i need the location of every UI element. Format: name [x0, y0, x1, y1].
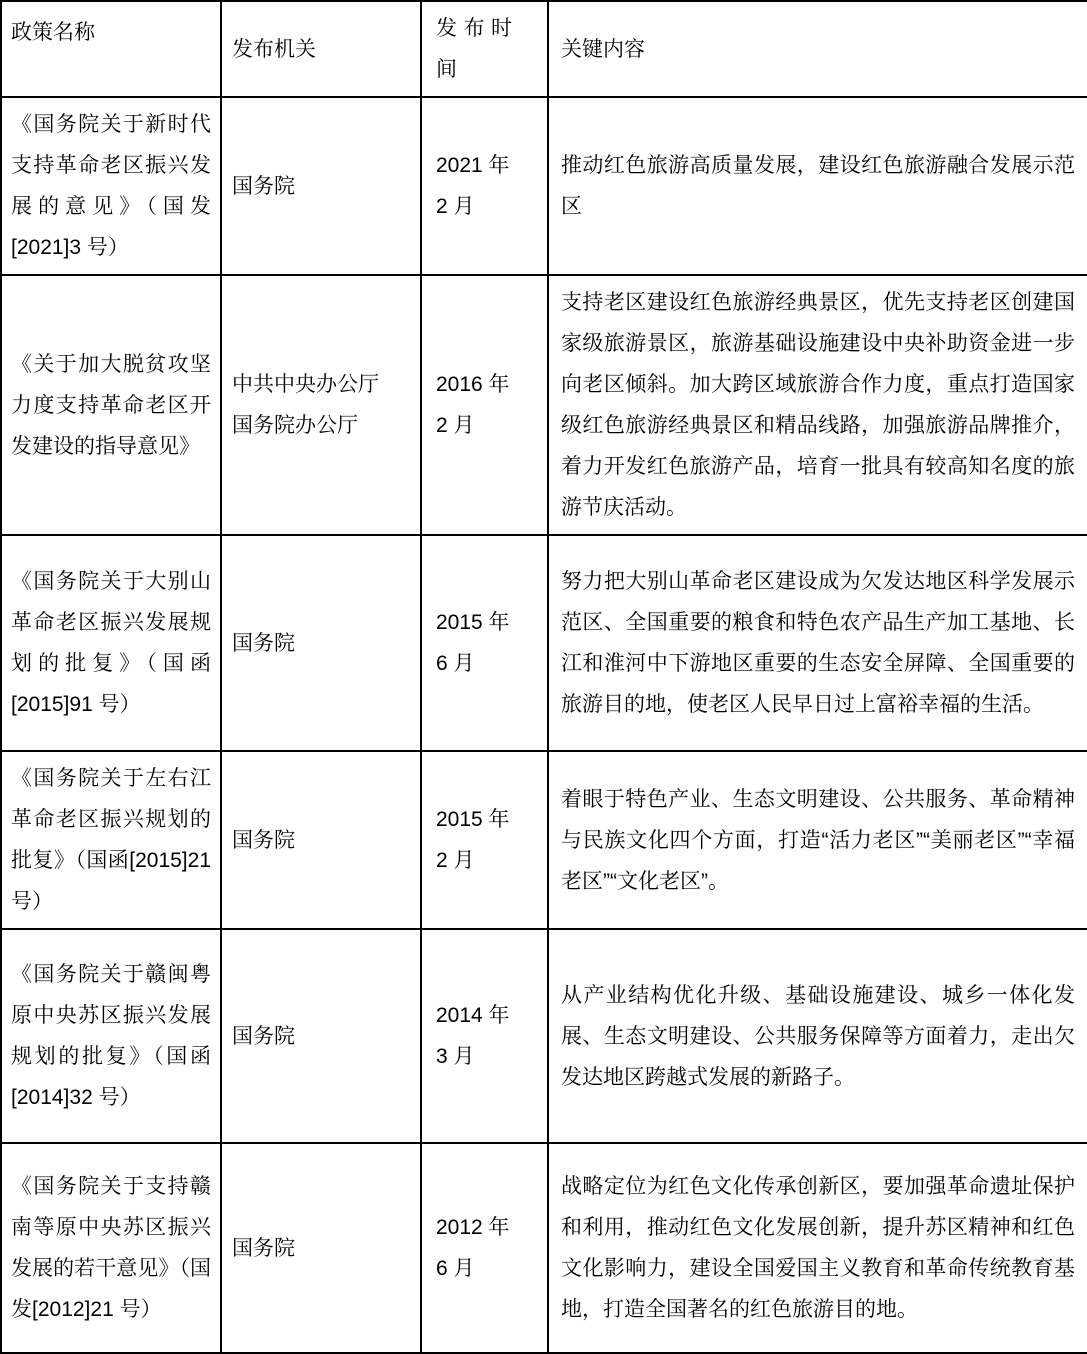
content-cell: 从产业结构优化升级、基础设施建设、城乡一体化发展、生态文明建设、公共服务保障等方面着力，走出欠发达地区跨越式发展的新路子。 — [548, 929, 1087, 1143]
agency-cell — [221, 929, 421, 1143]
policy-name-cell: 《关于加大脱贫攻坚力度支持革命老区开发建设的指导意见》 — [1, 275, 221, 535]
header-row — [1, 1, 1087, 97]
agency-cell — [221, 275, 421, 535]
header-date — [421, 1, 548, 97]
agency-line: 国务院 — [232, 1236, 295, 1260]
policy-name-cell: 《国务院关于赣闽粤原中央苏区振兴发展规划的批复》（国函[2014]32 号） — [1, 929, 221, 1143]
content-cell: 努力把大别山革命老区建设成为欠发达地区科学发展示范区、全国重要的粮食和特色农产品生产加工基地、长江和淮河中下游地区重要的生态安全屏障、全国重要的旅游目的地，使老区人民早日过上富裕幸福的生活。 — [548, 535, 1087, 751]
content-cell: 支持老区建设红色旅游经典景区，优先支持老区创建国家级旅游景区，旅游基础设施建设中央补助资金进一步向老区倾斜。加大跨区域旅游合作力度，重点打造国家级红色旅游经典景区和精品线路，加强旅游品牌推介，着力开发红色旅游产品，培育一批具有较高知名度的旅游节庆活动。 — [548, 275, 1087, 535]
header-policy-name: 政策名称 — [1, 1, 221, 97]
agency-cell — [221, 751, 421, 929]
date-month: 6 月 — [436, 1257, 475, 1280]
table-row — [1, 1143, 1087, 1353]
policy-name-cell: 《国务院关于新时代支持革命老区振兴发展的意见》（国发[2021]3 号） — [1, 97, 221, 275]
date-month: 2 月 — [436, 849, 475, 872]
date-cell — [421, 275, 548, 535]
agency-line: 国务院 — [232, 1024, 295, 1048]
table-row — [1, 929, 1087, 1143]
content-cell: 着眼于特色产业、生态文明建设、公共服务、革命精神与民族文化四个方面，打造“活力老区”“美丽老区”“幸福老区”“文化老区”。 — [548, 751, 1087, 929]
agency-line: 国务院 — [232, 828, 295, 852]
agency-line: 国务院 — [232, 631, 295, 655]
agency-cell — [221, 535, 421, 751]
date-month: 2 月 — [436, 195, 475, 218]
agency-cell — [221, 1143, 421, 1353]
date-month: 6 月 — [436, 652, 475, 675]
header-date-label: 发布时间 — [436, 17, 512, 81]
table-row — [1, 97, 1087, 275]
date-cell — [421, 535, 548, 751]
agency-line: 国务院 — [232, 174, 295, 198]
date-cell — [421, 97, 548, 275]
date-cell — [421, 751, 548, 929]
date-year: 2014 年 — [436, 1004, 510, 1027]
table-row — [1, 535, 1087, 751]
date-year: 2021 年 — [436, 154, 510, 177]
policy-name-cell: 《国务院关于支持赣南等原中央苏区振兴发展的若干意见》（国发[2012]21 号） — [1, 1143, 221, 1353]
date-month: 2 月 — [436, 414, 475, 437]
content-cell: 推动红色旅游高质量发展，建设红色旅游融合发展示范区 — [548, 97, 1087, 275]
date-month: 3 月 — [436, 1045, 475, 1068]
date-year: 2015 年 — [436, 808, 510, 831]
header-agency: 发布机关 — [221, 1, 421, 97]
date-year: 2012 年 — [436, 1216, 510, 1239]
date-cell — [421, 929, 548, 1143]
date-year: 2015 年 — [436, 611, 510, 634]
policy-name-cell: 《国务院关于大别山革命老区振兴发展规划的批复》（国函[2015]91 号） — [1, 535, 221, 751]
agency-cell — [221, 97, 421, 275]
content-cell: 战略定位为红色文化传承创新区，要加强革命遗址保护和利用，推动红色文化发展创新，提升苏区精神和红色文化影响力，建设全国爱国主义教育和革命传统教育基地，打造全国著名的红色旅游目的地。 — [548, 1143, 1087, 1353]
table-row — [1, 275, 1087, 535]
agency-line: 国务院办公厅 — [232, 414, 358, 437]
policy-name-cell: 《国务院关于左右江革命老区振兴规划的批复》（国函[2015]21 号） — [1, 751, 221, 929]
date-year: 2016 年 — [436, 373, 510, 396]
header-content: 关键内容 — [548, 1, 1087, 97]
date-cell — [421, 1143, 548, 1353]
agency-line: 中共中央办公厅 — [232, 373, 379, 396]
table-row — [1, 751, 1087, 929]
